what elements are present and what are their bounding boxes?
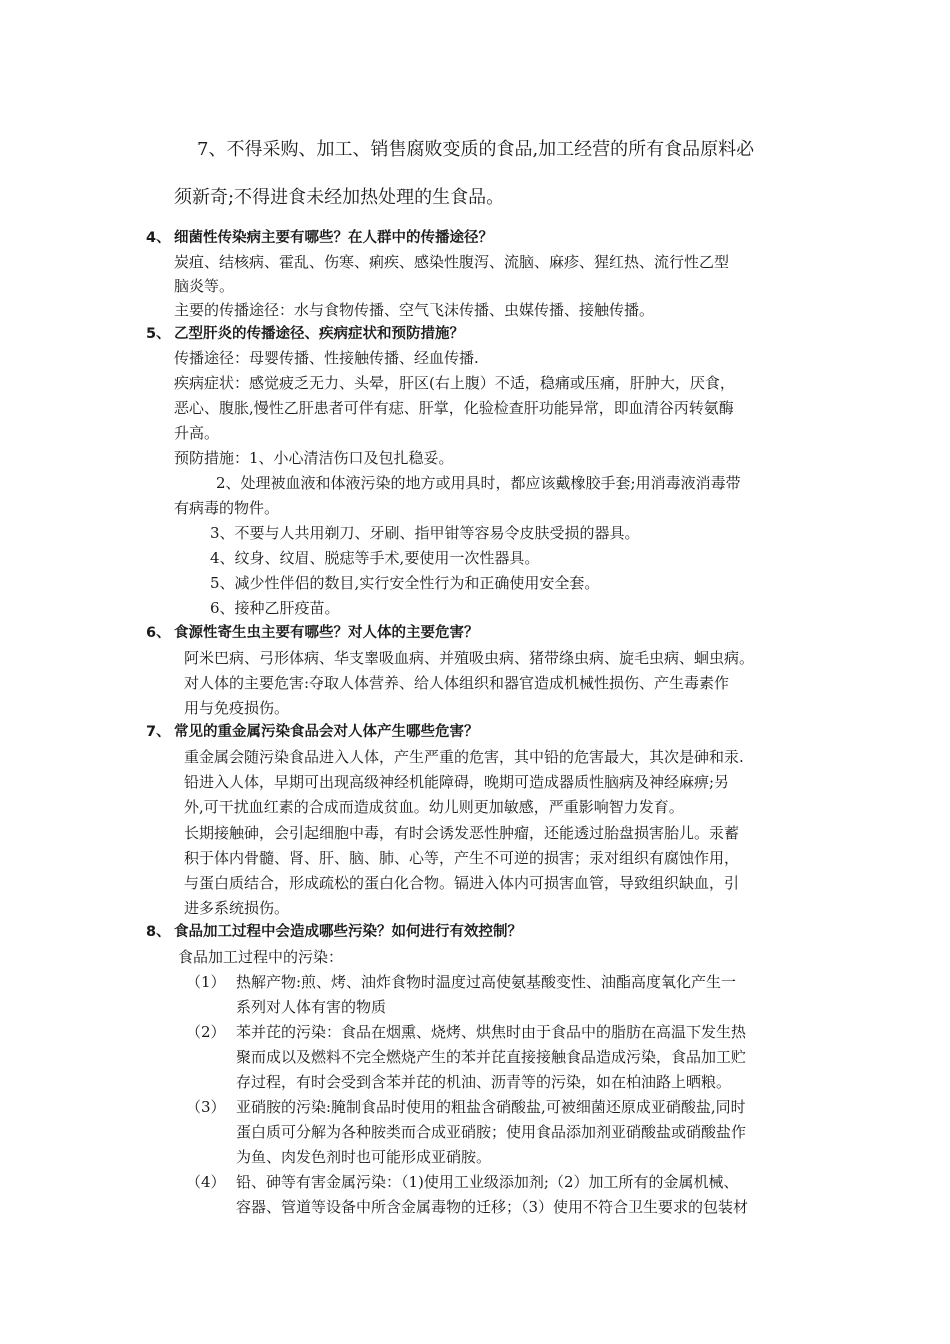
list-item-line: 聚而成以及燃料不完全燃烧产生的苯并芘直接接触食品造成污染，食品加工贮 <box>236 1048 747 1066</box>
section-4-heading <box>146 228 493 248</box>
body-line: 用与免疫损伤。 <box>184 699 290 717</box>
list-marker: （2） <box>186 1023 226 1041</box>
body-line: 有病毒的物件。 <box>174 499 280 517</box>
list-item-line: 热解产物:煎、烤、油炸食物时温度过高使氨基酸变性、油酯高度氧化产生一 <box>236 973 737 991</box>
body-line: 疾病症状：感觉疲乏无力、头晕，肝区(右上腹）不适，稳痛或压痛，肝肿大，厌食， <box>174 374 735 392</box>
list-item-line: 铅、砷等有害金属污染：（1)使用工业级添加剂;（2）加工所有的金属机械、 <box>236 1173 739 1191</box>
body-line: 铅进入人体，早期可出现高级神经机能障碍，晚期可造成器质性脑病及神经麻痹;另 <box>184 773 730 791</box>
body-line: 预防措施：1、小心清洁伤口及包扎稳妥。 <box>174 449 454 467</box>
heading-text: 食源性寄生虫主要有哪些？对人体的主要危害？ <box>174 625 479 641</box>
intro-line-2: 须新奇;不得进食未经加热处理的生食品。 <box>174 187 505 208</box>
body-line: 4、纹身、纹眉、脱痣等手术,要使用一次性器具。 <box>210 549 540 567</box>
heading-text: 细菌性传染病主要有哪些？在人群中的传播途径？ <box>174 230 493 246</box>
section-5-heading <box>146 324 464 344</box>
body-line: 外,可干扰血红素的合成而造成贫血。幼儿则更加敏感，严重影响智力发育。 <box>184 798 684 816</box>
body-line: 阿米巴病、弓形体病、华支睾吸血病、并殖吸虫病、猪带绦虫病、旋毛虫病、蛔虫病。 <box>184 649 755 667</box>
body-line: 长期接触砷，会引起细胞中毒，有时会诱发恶性肿瘤，还能透过胎盘损害胎儿。汞蓄 <box>184 824 740 842</box>
section-6-heading <box>146 623 479 643</box>
body-line: 2、处理被血液和体液污染的地方或用具时，都应该戴橡胶手套;用消毒液消毒带 <box>216 474 741 492</box>
body-line: 3、不要与人共用剃刀、牙刷、指甲钳等容易令皮肤受损的器具。 <box>210 524 640 542</box>
body-line: 食品加工过程中的污染： <box>178 948 344 966</box>
body-line: 积于体内骨髓、肾、肝、脑、肺、心等，产生不可逆的损害；汞对组织有腐蚀作用， <box>184 849 740 867</box>
section-8-heading <box>146 922 522 942</box>
list-item-line: 系列对人体有害的物质 <box>236 998 387 1016</box>
body-line: 恶心、腹胀,慢性乙肝患者可伴有痣、肝掌，化验检查肝功能异常，即血清谷丙转氨酶 <box>174 399 734 417</box>
body-line: 主要的传播途径：水与食物传播、空气飞沫传播、虫媒传播、接触传播。 <box>174 301 655 319</box>
list-marker: （1） <box>186 973 226 991</box>
list-marker: （4） <box>186 1173 226 1191</box>
list-item-line: 蛋白质可分解为各种胺类而合成亚硝胺；使用食品添加剂亚硝酸盐或硝酸盐作 <box>236 1123 747 1141</box>
list-item-line: 为鱼、肉发色剂时也可能形成亚硝胺。 <box>236 1148 492 1166</box>
section-7-heading <box>146 722 479 742</box>
heading-text: 乙型肝炎的传播途径、疾病症状和预防措施？ <box>174 326 464 342</box>
list-item-line: 亚硝胺的污染:腌制食品时使用的粗盐含硝酸盐,可被细菌还原成亚硝酸盐,同时 <box>236 1098 746 1116</box>
section-number: 7、 <box>146 724 171 740</box>
heading-text: 常见的重金属污染食品会对人体产生哪些危害？ <box>174 724 479 740</box>
body-line: 与蛋白质结合，形成疏松的蛋白化合物。镉进入体内可损害血管，导致组织缺血，引 <box>184 874 740 892</box>
body-line: 炭疽、结核病、霍乱、伤寒、痢疾、感染性腹泻、流脑、麻疹、猩红热、流行性乙型 <box>174 253 730 271</box>
body-line: 重金属会随污染食品进入人体，产生严重的危害，其中铅的危害最大，其次是砷和汞. <box>184 748 744 766</box>
section-number: 4、 <box>146 230 171 246</box>
section-number: 5、 <box>146 326 171 342</box>
intro-line-1: 7、不得采购、加工、销售腐败变质的食品,加工经营的所有食品原料必 <box>197 139 755 160</box>
body-line: 升高。 <box>174 424 220 442</box>
body-line: 进多系统损伤。 <box>184 899 290 917</box>
body-line: 5、减少性伴侣的数目,实行安全性行为和正确使用安全套。 <box>210 574 600 592</box>
section-number: 6、 <box>146 625 171 641</box>
list-item-line: 容器、管道等设备中所含金属毒物的迁移；（3）使用不符合卫生要求的包装材 <box>236 1198 749 1216</box>
list-item-line: 苯并芘的污染：食品在烟熏、烧烤、烘焦时由于食品中的脂肪在高温下发生热 <box>236 1023 747 1041</box>
body-line: 传播途径：母婴传播、性接触传播、经血传播. <box>174 349 479 367</box>
body-line: 对人体的主要危害:夺取人体营养、给人体组织和器官造成机械性损伤、产生毒素作 <box>184 674 730 692</box>
list-item-line: 存过程，有时会受到含苯并芘的机油、沥青等的污染，如在柏油路上晒粮。 <box>236 1073 732 1091</box>
list-marker: （3） <box>186 1098 226 1116</box>
heading-text: 食品加工过程中会造成哪些污染？如何进行有效控制？ <box>174 924 522 940</box>
body-line: 6、接种乙肝疫苗。 <box>210 599 340 617</box>
body-line: 脑炎等。 <box>174 277 235 295</box>
section-number: 8、 <box>146 924 171 940</box>
